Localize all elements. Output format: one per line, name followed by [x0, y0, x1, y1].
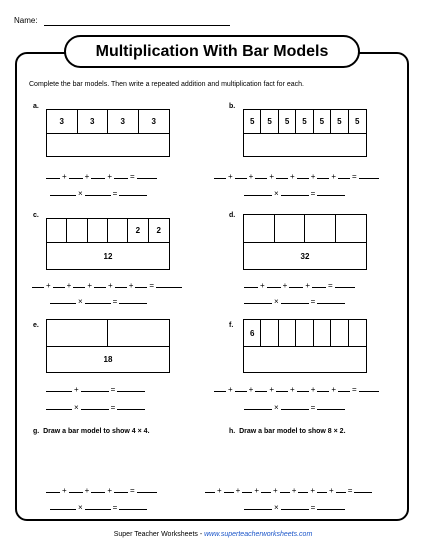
multiplication-equation-g[interactable]: × = [50, 503, 147, 512]
addition-equation-b[interactable]: + + + + + + = [214, 172, 379, 181]
bar-cell[interactable] [67, 219, 87, 242]
bar-cell: 2 [156, 226, 161, 235]
bar-cell[interactable] [47, 219, 67, 242]
draw-area-h[interactable] [225, 440, 400, 484]
bar-cell[interactable] [279, 320, 296, 346]
problem-h-label [229, 428, 346, 435]
bar-cell[interactable] [47, 320, 108, 346]
bar-model-b-total[interactable] [243, 133, 367, 157]
bar-cell: 5 [296, 110, 313, 133]
bar-cell: 3 [151, 117, 156, 126]
addition-equation-e[interactable]: + = [46, 385, 145, 394]
multiplication-equation-b[interactable]: × = [244, 189, 345, 198]
footer [0, 531, 426, 538]
addition-equation-a[interactable]: + + + = [46, 172, 157, 181]
draw-area-g[interactable] [30, 440, 200, 484]
problem-g-text: Draw a bar model to show 4 × 4. [43, 428, 150, 435]
problem-d-label: d. [229, 212, 236, 219]
footer-brand: Super Teacher Worksheets - [113, 531, 205, 538]
bar-cell: 5 [261, 110, 278, 133]
multiplication-equation-a[interactable]: × = [50, 189, 147, 198]
multiplication-equation-d[interactable]: × = [244, 297, 345, 306]
bar-cell[interactable] [296, 320, 313, 346]
bar-cell: 5 [244, 110, 261, 133]
bar-cell[interactable] [88, 219, 108, 242]
bar-model-d-total: 32 [243, 242, 367, 270]
bar-cell: 3 [108, 110, 139, 133]
problem-g-letter: g. [33, 428, 40, 435]
bar-model-e-top [46, 319, 170, 346]
bar-cell: 6 [244, 320, 261, 346]
bar-model-e-total: 18 [46, 346, 170, 373]
bar-cell: 2 [128, 219, 148, 242]
addition-equation-h[interactable]: + + + + + + + = [205, 486, 372, 495]
problem-h-letter: h. [229, 428, 236, 435]
bar-cell[interactable] [108, 219, 128, 242]
bar-cell: 5 [355, 117, 360, 126]
multiplication-equation-c[interactable]: × = [50, 297, 147, 306]
addition-equation-g[interactable]: + + + = [46, 486, 157, 495]
bar-cell[interactable] [314, 320, 331, 346]
bar-model-d-top [243, 214, 367, 242]
bar-cell[interactable] [275, 215, 306, 242]
problem-g-label [33, 428, 150, 435]
multiplication-equation-h[interactable]: × = [244, 503, 345, 512]
addition-equation-f[interactable]: + + + + + + = [214, 385, 379, 394]
bar-model-b-top [243, 109, 367, 133]
problem-a-label: a. [33, 103, 39, 110]
footer-link[interactable]: www.superteacherworksheets.com [204, 531, 313, 538]
bar-model-a-top [46, 109, 170, 133]
bar-cell: 3 [47, 110, 78, 133]
instructions: Complete the bar models. Then write a repeated addition and multiplication fact for each. [29, 81, 304, 88]
bar-cell: 5 [331, 110, 348, 133]
multiplication-equation-f[interactable]: × = [244, 403, 345, 412]
problem-h-text: Draw a bar model to show 8 × 2. [239, 428, 346, 435]
bar-model-c-top [46, 218, 170, 242]
bar-model-c-total: 12 [46, 242, 170, 270]
bar-cell: 5 [314, 110, 331, 133]
problem-f-label: f. [229, 322, 234, 329]
problem-b-label: b. [229, 103, 236, 110]
name-line[interactable] [44, 25, 230, 26]
bar-cell: 3 [78, 110, 109, 133]
bar-model-f-top [243, 319, 367, 346]
bar-cell[interactable] [331, 320, 348, 346]
problem-e-label: e. [33, 322, 39, 329]
multiplication-equation-e[interactable]: × = [46, 403, 145, 412]
bar-cell[interactable] [305, 215, 336, 242]
bar-cell[interactable] [261, 320, 278, 346]
bar-cell[interactable] [336, 215, 367, 242]
worksheet-title: Multiplication With Bar Models [64, 35, 360, 68]
bar-cell[interactable] [349, 320, 366, 346]
bar-model-f-total[interactable] [243, 346, 367, 373]
bar-cell: 5 [279, 110, 296, 133]
addition-equation-d[interactable]: + + + = [244, 281, 355, 290]
addition-equation-c[interactable]: + + + + + = [32, 281, 182, 290]
bar-model-a-total[interactable] [46, 133, 170, 157]
name-label: Name: [14, 16, 38, 25]
bar-cell[interactable] [108, 320, 169, 346]
bar-cell[interactable] [244, 215, 275, 242]
problem-c-label: c. [33, 212, 39, 219]
